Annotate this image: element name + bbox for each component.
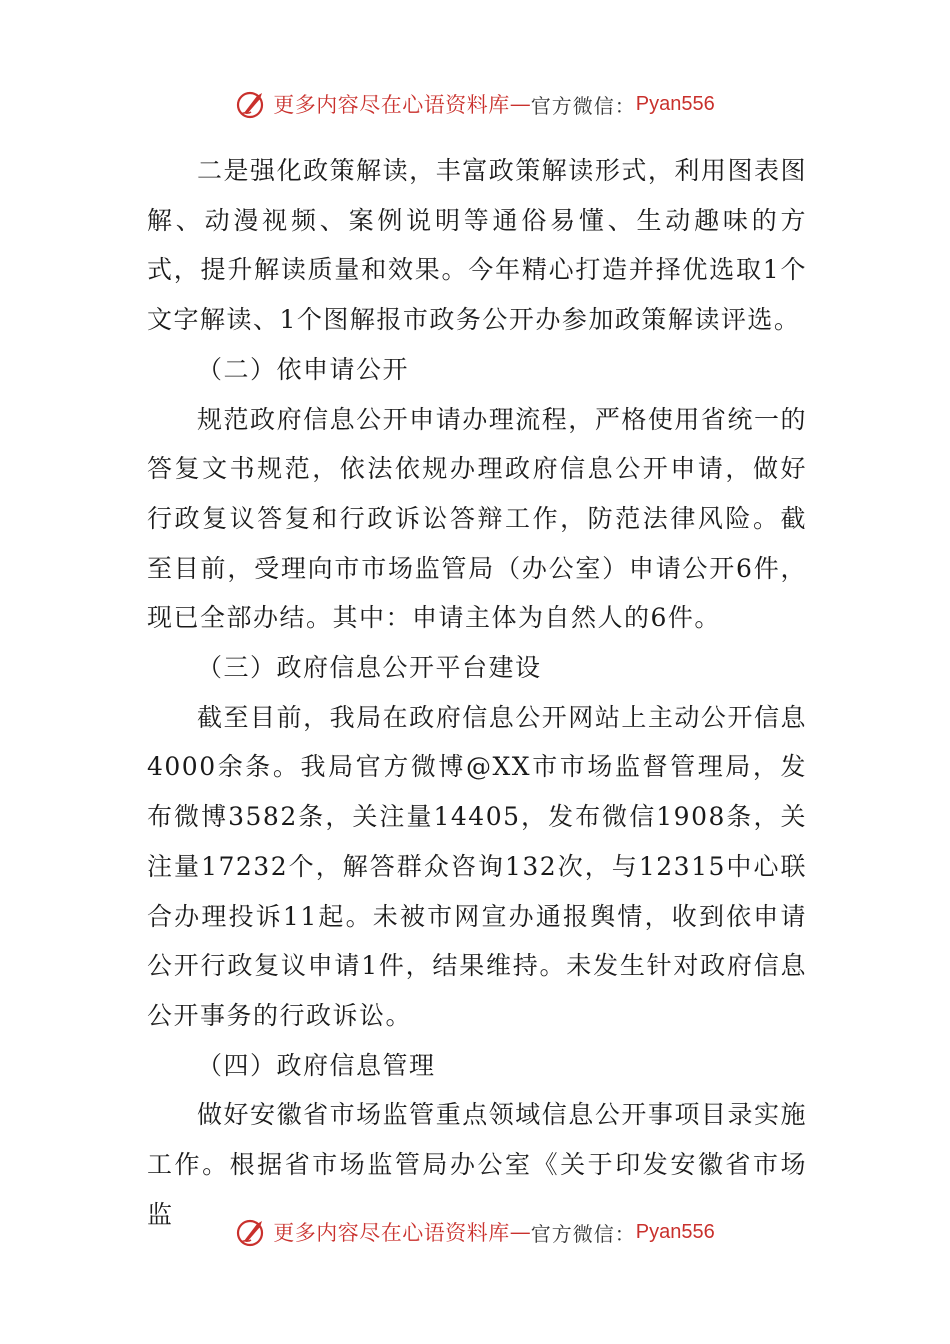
banner-wechat-id: Pyan556 <box>635 1220 715 1243</box>
document-body <box>147 146 807 1239</box>
banner-dash: — <box>509 1220 531 1244</box>
section-heading-platform: （三）政府信息公开平台建设 <box>197 653 542 683</box>
pen-nib-logo-icon <box>235 87 269 121</box>
banner-slogan: 更多内容尽在心语资料库 <box>273 93 510 117</box>
section-heading-info-management: （四）政府信息管理 <box>197 1050 436 1080</box>
banner-wechat-id: Pyan556 <box>635 92 715 115</box>
paragraph-platform: 截至目前，我局在政府信息公开网站上主动公开信息4000余条。我局官方微博@XX市市场监督管理局，发布微博3582条，关注量14405，发布微信1908条，关注量17232个，解答群众咨询132次，与12315中心联合办理投诉11起。未被市网宣办通报舆情，收到依申请公开行政复议申请1件，结果维持。未发生针对政府信息公开事务的行政诉讼。 <box>147 702 807 1030</box>
paragraph-on-request: 规范政府信息公开申请办理流程，严格使用省统一的答复文书规范，依法依规办理政府信息公开申请，做好行政复议答复和行政诉讼答辩工作，防范法律风险。截至目前，受理向市市场监管局（办公室）申请公开6件，现已全部办结。其中：申请主体为自然人的6件。 <box>147 404 807 633</box>
header-banner <box>0 84 950 124</box>
paragraph-policy-interpretation: 二是强化政策解读，丰富政策解读形式，利用图表图解、动漫视频、案例说明等通俗易懂、生动趣味的方式，提升解读质量和效果。今年精心打造并择优选取1个文字解读、1个图解报市政务公开办参加政策解读评选。 <box>147 156 807 335</box>
footer-banner <box>0 1212 950 1252</box>
banner-wechat-label: 官方微信： <box>530 1221 636 1246</box>
banner-dash: — <box>509 92 531 116</box>
banner-wechat-label: 官方微信： <box>530 93 636 118</box>
pen-nib-logo-icon <box>235 1215 269 1249</box>
paragraph-info-management: 做好安徽省市场监管重点领域信息公开事项目录实施工作。根据省市场监管局办公室《关于印发安徽省市场监 <box>147 1100 807 1229</box>
banner-slogan: 更多内容尽在心语资料库 <box>273 1221 510 1245</box>
section-heading-on-request: （二）依申请公开 <box>197 354 410 384</box>
